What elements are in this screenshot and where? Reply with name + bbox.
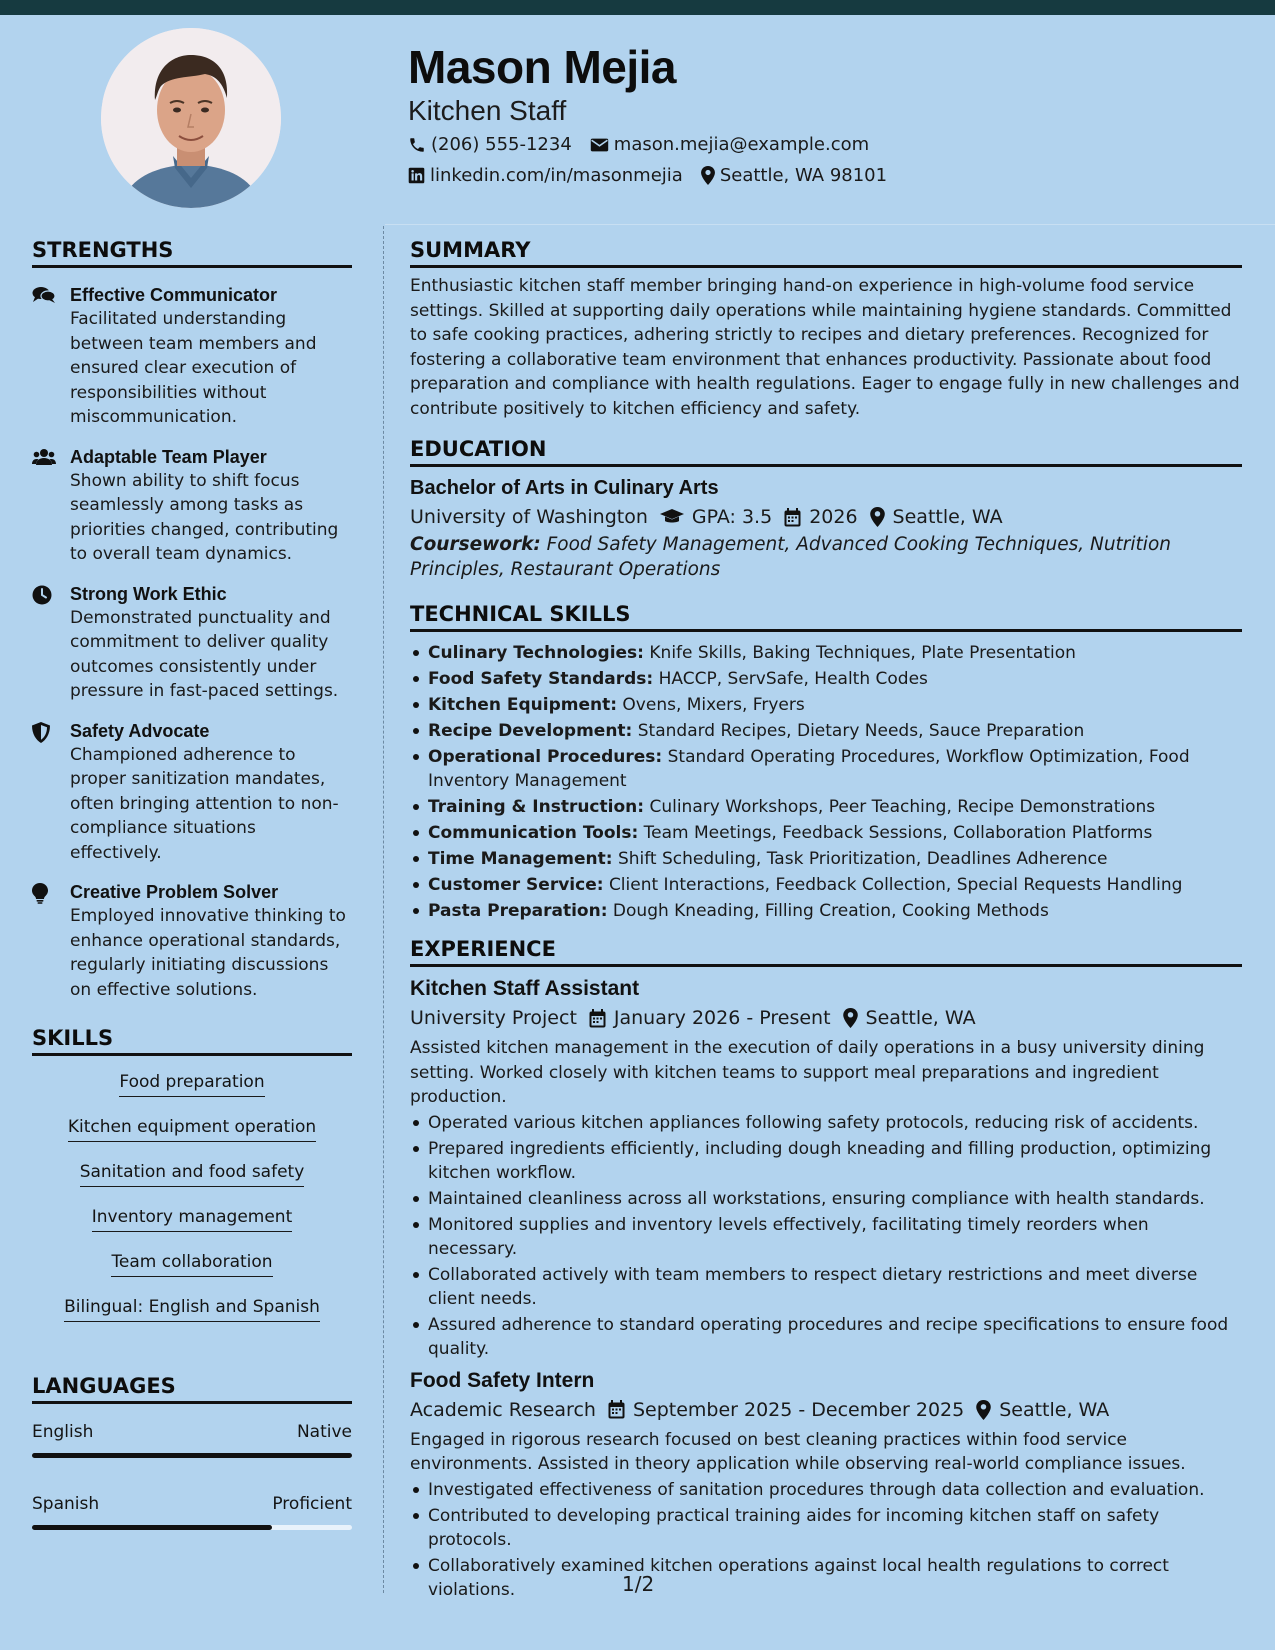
job-org: Academic Research bbox=[410, 1398, 596, 1421]
skills-heading: SKILLS bbox=[32, 1026, 352, 1056]
skill-tag: Food preparation bbox=[119, 1070, 264, 1097]
calendar-icon bbox=[784, 508, 801, 527]
skills-list bbox=[32, 1070, 352, 1340]
column-divider bbox=[383, 226, 384, 1593]
header-divider bbox=[385, 224, 1275, 225]
skill-values: Shift Scheduling, Task Prioritization, Deadlines Adherence bbox=[617, 849, 1108, 869]
strength-title: Creative Problem Solver bbox=[70, 882, 279, 902]
list-item bbox=[410, 667, 1242, 691]
list-item: Monitored supplies and inventory levels effectively, facilitating timely reorders when necessary. bbox=[410, 1213, 1242, 1261]
strength-description: Championed adherence to proper sanitization mandates, often bringing attention to non-compliance situations effectively. bbox=[70, 744, 339, 863]
summary-heading: SUMMARY bbox=[410, 238, 1242, 268]
skill-values: Team Meetings, Feedback Sessions, Collaboration Platforms bbox=[643, 823, 1153, 843]
job-title: Kitchen Staff Assistant bbox=[410, 977, 640, 1000]
summary-text: Enthusiastic kitchen staff member bringing hand-on experience in high-volume food service settings. Skilled at supporting daily operations while maintaining hygiene standards. Committed to safe cooking practices, adhering strictly to recipes and dietary preferences. Recognized for fostering a collaborative team environment that enhances productivity. Passionate about food preparation and compliance with health regulations. Eager to engage fully in new challenges and contribute positively to kitchen efficiency and safety. bbox=[410, 276, 1240, 419]
linkedin-icon bbox=[408, 167, 425, 184]
strength-item bbox=[32, 582, 352, 704]
job-location: Seattle, WA bbox=[865, 1007, 976, 1029]
comments-icon bbox=[32, 286, 56, 304]
skill-values: HACCP, ServSafe, Health Codes bbox=[658, 669, 928, 689]
list-item bbox=[410, 873, 1242, 897]
skill-category: Communication Tools: bbox=[428, 823, 639, 843]
skill-values: Client Interactions, Feedback Collection, Special Requests Handling bbox=[608, 875, 1183, 895]
strength-item bbox=[32, 283, 352, 430]
job-description: Engaged in rigorous research focused on best cleaning practices within food service environments. Assisted in theory application while observing real-world compliance issues. bbox=[410, 1429, 1186, 1474]
degree-title: Bachelor of Arts in Culinary Arts bbox=[410, 477, 719, 499]
language-name: Spanish bbox=[32, 1494, 100, 1514]
job-title: Food Safety Intern bbox=[410, 1368, 595, 1392]
top-accent-bar bbox=[0, 0, 1275, 15]
strength-title: Adaptable Team Player bbox=[70, 446, 267, 467]
clock-icon bbox=[32, 585, 52, 605]
language-proficiency-fill bbox=[32, 1525, 272, 1530]
experience-heading: EXPERIENCE bbox=[410, 937, 1242, 967]
list-item bbox=[410, 745, 1242, 793]
job-meta bbox=[410, 1007, 1242, 1029]
page-number: 1/2 bbox=[622, 1572, 655, 1596]
strength-title: Effective Communicator bbox=[70, 285, 278, 305]
skill-category: Recipe Development: bbox=[428, 721, 633, 741]
calendar-icon bbox=[589, 1009, 606, 1028]
linkedin-contact[interactable] bbox=[408, 165, 683, 186]
list-item bbox=[410, 641, 1242, 665]
list-item: Collaboratively examined kitchen operations against local health regulations to correct violations. bbox=[410, 1554, 1242, 1602]
technical-skills-heading: TECHNICAL SKILLS bbox=[410, 602, 1242, 632]
skill-tag: Inventory management bbox=[92, 1205, 292, 1232]
languages-heading: LANGUAGES bbox=[32, 1374, 352, 1404]
technical-skills-list bbox=[410, 641, 1242, 923]
gpa-text: GPA: 3.5 bbox=[691, 506, 773, 528]
skill-tag: Sanitation and food safety bbox=[80, 1160, 305, 1187]
email-text: mason.mejia@example.com bbox=[613, 134, 870, 155]
list-item: Contributed to developing practical training aides for incoming kitchen staff on safety protocols. bbox=[410, 1504, 1242, 1552]
strength-title: Strong Work Ethic bbox=[70, 583, 227, 604]
skill-category: Training & Instruction: bbox=[428, 797, 645, 817]
strength-description: Shown ability to shift focus seamlessly among tasks as priorities changed, contributing to overall team dynamics. bbox=[70, 470, 339, 564]
strength-description: Employed innovative thinking to enhance operational standards, regularly initiating discussions on effective solutions. bbox=[70, 906, 346, 1000]
location-contact bbox=[701, 165, 887, 186]
list-item: Operated various kitchen appliances following safety protocols, reducing risk of accidents. bbox=[410, 1111, 1242, 1135]
map-pin-icon bbox=[976, 1400, 991, 1420]
envelope-icon bbox=[590, 137, 609, 153]
language-proficiency-fill bbox=[32, 1453, 352, 1458]
skill-category: Time Management: bbox=[428, 849, 613, 869]
map-pin-icon bbox=[701, 166, 715, 185]
strength-description: Facilitated understanding between team members and ensured clear execution of responsibilities without miscommunication. bbox=[70, 309, 317, 427]
strength-item bbox=[32, 880, 352, 1002]
job-dates: September 2025 - December 2025 bbox=[632, 1398, 965, 1421]
list-item bbox=[410, 821, 1242, 845]
lightbulb-icon bbox=[32, 883, 48, 904]
skill-category: Pasta Preparation: bbox=[428, 901, 608, 921]
location-text: Seattle, WA 98101 bbox=[719, 165, 888, 186]
strengths-heading: STRENGTHS bbox=[32, 238, 352, 268]
skill-values: Dough Kneading, Filling Creation, Cooking Methods bbox=[612, 901, 1049, 921]
list-item bbox=[410, 795, 1242, 819]
skill-values: Culinary Workshops, Peer Teaching, Recipe Demonstrations bbox=[649, 797, 1156, 817]
contact-line-1 bbox=[408, 134, 887, 155]
map-pin-icon bbox=[870, 507, 885, 527]
map-pin-icon bbox=[843, 1008, 858, 1028]
list-item bbox=[410, 899, 1242, 923]
strength-description: Demonstrated punctuality and commitment to deliver quality outcomes consistently under pressure in fast-paced settings. bbox=[70, 607, 339, 701]
list-item: Investigated effectiveness of sanitation procedures through data collection and evaluation. bbox=[410, 1478, 1242, 1502]
skill-tag: Kitchen equipment operation bbox=[68, 1115, 316, 1142]
skill-tag: Team collaboration bbox=[111, 1250, 272, 1277]
language-proficiency-bar bbox=[32, 1453, 352, 1458]
linkedin-text: linkedin.com/in/masonmejia bbox=[430, 165, 683, 186]
coursework-label: Coursework: bbox=[410, 534, 541, 555]
list-item bbox=[410, 719, 1242, 743]
coursework bbox=[410, 533, 1242, 582]
list-item: Collaborated actively with team members to respect dietary restrictions and meet diverse client needs. bbox=[410, 1263, 1242, 1311]
list-item: Maintained cleanliness across all workstations, ensuring compliance with health standards. bbox=[410, 1187, 1242, 1211]
skill-values: Knife Skills, Baking Techniques, Plate Presentation bbox=[649, 643, 1076, 663]
list-item: Prepared ingredients efficiently, including dough kneading and filling production, optimizing kitchen workflow. bbox=[410, 1137, 1242, 1185]
graduation-cap-icon bbox=[660, 509, 684, 525]
job-description: Assisted kitchen management in the execution of daily operations in a busy university dining setting. Worked closely with kitchen teams to support meal preparations and ingredient production. bbox=[410, 1038, 1205, 1107]
education-meta bbox=[410, 506, 1242, 528]
candidate-name: Mason Mejia bbox=[408, 41, 677, 93]
contact-line-2 bbox=[408, 165, 905, 186]
skill-tag: Bilingual: English and Spanish bbox=[64, 1295, 320, 1322]
skill-category: Culinary Technologies: bbox=[428, 643, 644, 663]
job-dates: January 2026 - Present bbox=[613, 1007, 831, 1029]
phone-contact[interactable] bbox=[408, 134, 572, 155]
language-level: Proficient bbox=[272, 1494, 352, 1514]
skill-values: Ovens, Mixers, Fryers bbox=[622, 695, 805, 715]
job-org: University Project bbox=[410, 1007, 577, 1029]
skill-category: Food Safety Standards: bbox=[428, 669, 654, 689]
graduation-year: 2026 bbox=[809, 506, 858, 528]
job-bullets bbox=[410, 1111, 1242, 1361]
strength-item bbox=[32, 445, 352, 567]
coursework-list: Food Safety Management, Advanced Cooking Techniques, Nutrition Principles, Restaurant Operations bbox=[410, 534, 1171, 580]
language-name: English bbox=[32, 1422, 94, 1442]
language-item bbox=[32, 1420, 352, 1458]
users-icon bbox=[32, 448, 56, 466]
phone-icon bbox=[408, 136, 426, 154]
email-contact[interactable] bbox=[590, 134, 869, 155]
list-item: Assured adherence to standard operating procedures and recipe specifications to ensure food quality. bbox=[410, 1313, 1242, 1361]
candidate-title: Kitchen Staff bbox=[408, 95, 567, 126]
right-column bbox=[410, 238, 1242, 1604]
left-column bbox=[32, 238, 352, 1530]
education-heading: EDUCATION bbox=[410, 437, 1242, 467]
strength-title: Safety Advocate bbox=[70, 720, 210, 741]
skill-category: Kitchen Equipment: bbox=[428, 695, 618, 715]
job-location: Seattle, WA bbox=[999, 1398, 1110, 1421]
skill-category: Customer Service: bbox=[428, 875, 604, 895]
job-meta bbox=[410, 1399, 1242, 1421]
school-name: University of Washington bbox=[410, 506, 648, 528]
skill-values: Standard Operating Procedures, Workflow Optimization, Food Inventory Management bbox=[428, 747, 1190, 791]
skill-values: Standard Recipes, Dietary Needs, Sauce Preparation bbox=[637, 721, 1085, 741]
language-item bbox=[32, 1492, 352, 1530]
shield-icon bbox=[32, 722, 50, 743]
education-location: Seattle, WA bbox=[892, 506, 1003, 528]
list-item bbox=[410, 693, 1242, 717]
job-bullets bbox=[410, 1478, 1242, 1602]
phone-text: (206) 555-1234 bbox=[431, 134, 572, 155]
strength-item bbox=[32, 719, 352, 866]
skill-category: Operational Procedures: bbox=[428, 747, 663, 767]
language-proficiency-bar bbox=[32, 1525, 352, 1530]
calendar-icon bbox=[608, 1400, 625, 1419]
profile-photo bbox=[101, 28, 281, 208]
list-item bbox=[410, 847, 1242, 871]
language-level: Native bbox=[296, 1422, 352, 1442]
